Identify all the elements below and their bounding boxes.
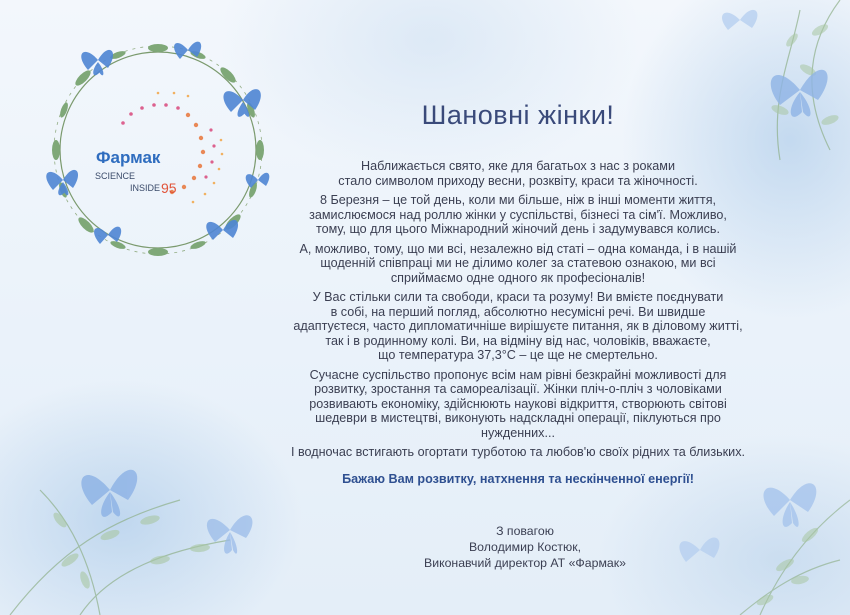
paragraph-line: 8 Березня – це той день, коли ми більше, ніж в інші моменти життя, [319,193,717,207]
paragraph-line: нужденних... [481,425,555,440]
paragraph-line: Сучасне суспільство пропонує всім нам рівні безкрайні можливості для [309,367,727,382]
wreath-graphic [38,30,278,270]
paragraph-line: розвивають економіку, здійснюють наукові відкриття, створюють світові [309,396,727,411]
letter-paragraph [258,242,778,286]
butterfly-icon [81,470,137,517]
butterfly-icon [94,227,121,244]
paragraph-line: в собі, на перший погляд, абсолютно несумісні речі. Ви швидше [330,304,706,319]
letter-paragraph [258,368,778,441]
signature-name: Володимир Костюк, [468,540,582,554]
butterfly-icon [206,220,238,240]
paragraph-line: сприймаємо одне одного як професіоналів! [390,270,646,285]
butterfly-icon [679,538,719,562]
letter-paragraph [258,290,778,363]
paragraph-line: адаптуєтеся, часто дипломатичніше вирішуєте питання, як в діловому житті, [293,319,743,333]
letter-paragraph [258,159,778,188]
pharmak-logo-wreath [38,30,278,270]
paragraph-line: тому, що для цього Міжнародний жіночий день і задумувався колись. [316,222,720,236]
floral-decoration-bottom-left [0,430,280,615]
letter-body [258,100,778,486]
logo-line-inside: INSIDE [130,183,161,193]
butterfly-icon [223,89,260,117]
signature-greeting: З повагою [496,524,554,538]
logo-number: 95 [161,180,177,196]
letter-title: Шановні жінки! [421,100,615,130]
signature-position: Виконавчий директор АТ «Фармак» [424,556,626,570]
paragraph-line: що температура 37,3°С – це ще не смертельно. [378,348,658,362]
paragraph-line: розвитку, зростання та самореалізації. Жінки пліч-о-пліч з чоловіками [314,382,722,396]
closing-wish: Бажаю Вам розвитку, натхнення та нескінченної енергії! [342,471,694,486]
paragraph-line: замислюємося над роллю жінки у суспільстві, бізнесі та сім'ї. Можливо, [309,207,727,222]
letter-paragraphs [258,159,778,460]
logo-brand: Фармак [96,148,161,167]
letter-paragraph [258,193,778,237]
paragraph-line: А, можливо, тому, що ми всі, незалежно від статі – одна команда, і в нашій [299,241,737,256]
paragraph-line: щоденній співпраці ми не ділимо колег за статевою ознакою, ми всі [320,256,716,270]
paragraph-line: У Вас стільки сили та свободи, краси та розуму! Ви вмієте поєднувати [312,290,724,304]
paragraph-line: шедеври в мистецтві, виконують надскладні операції, піклуються про [315,411,721,425]
letter-paragraph [258,445,778,460]
butterfly-icon [46,170,78,195]
paragraph-line: І водночас встигають огортати турботою та любов'ю своїх рідних та близьких. [290,445,746,459]
butterfly-icon [763,483,816,527]
paragraph-line: так і в родинному колі. Ви, на відміну від нас, чоловіків, вважаєте, [325,333,711,348]
paragraph-line: стало символом приходу весни, розквіту, краси та жіночності. [338,173,698,188]
logo-line-science: SCIENCE [95,171,136,181]
signature-block [380,523,670,571]
paragraph-line: Наближається свято, яке для багатьох з нас з роками [361,159,675,173]
butterfly-icon [207,515,253,553]
